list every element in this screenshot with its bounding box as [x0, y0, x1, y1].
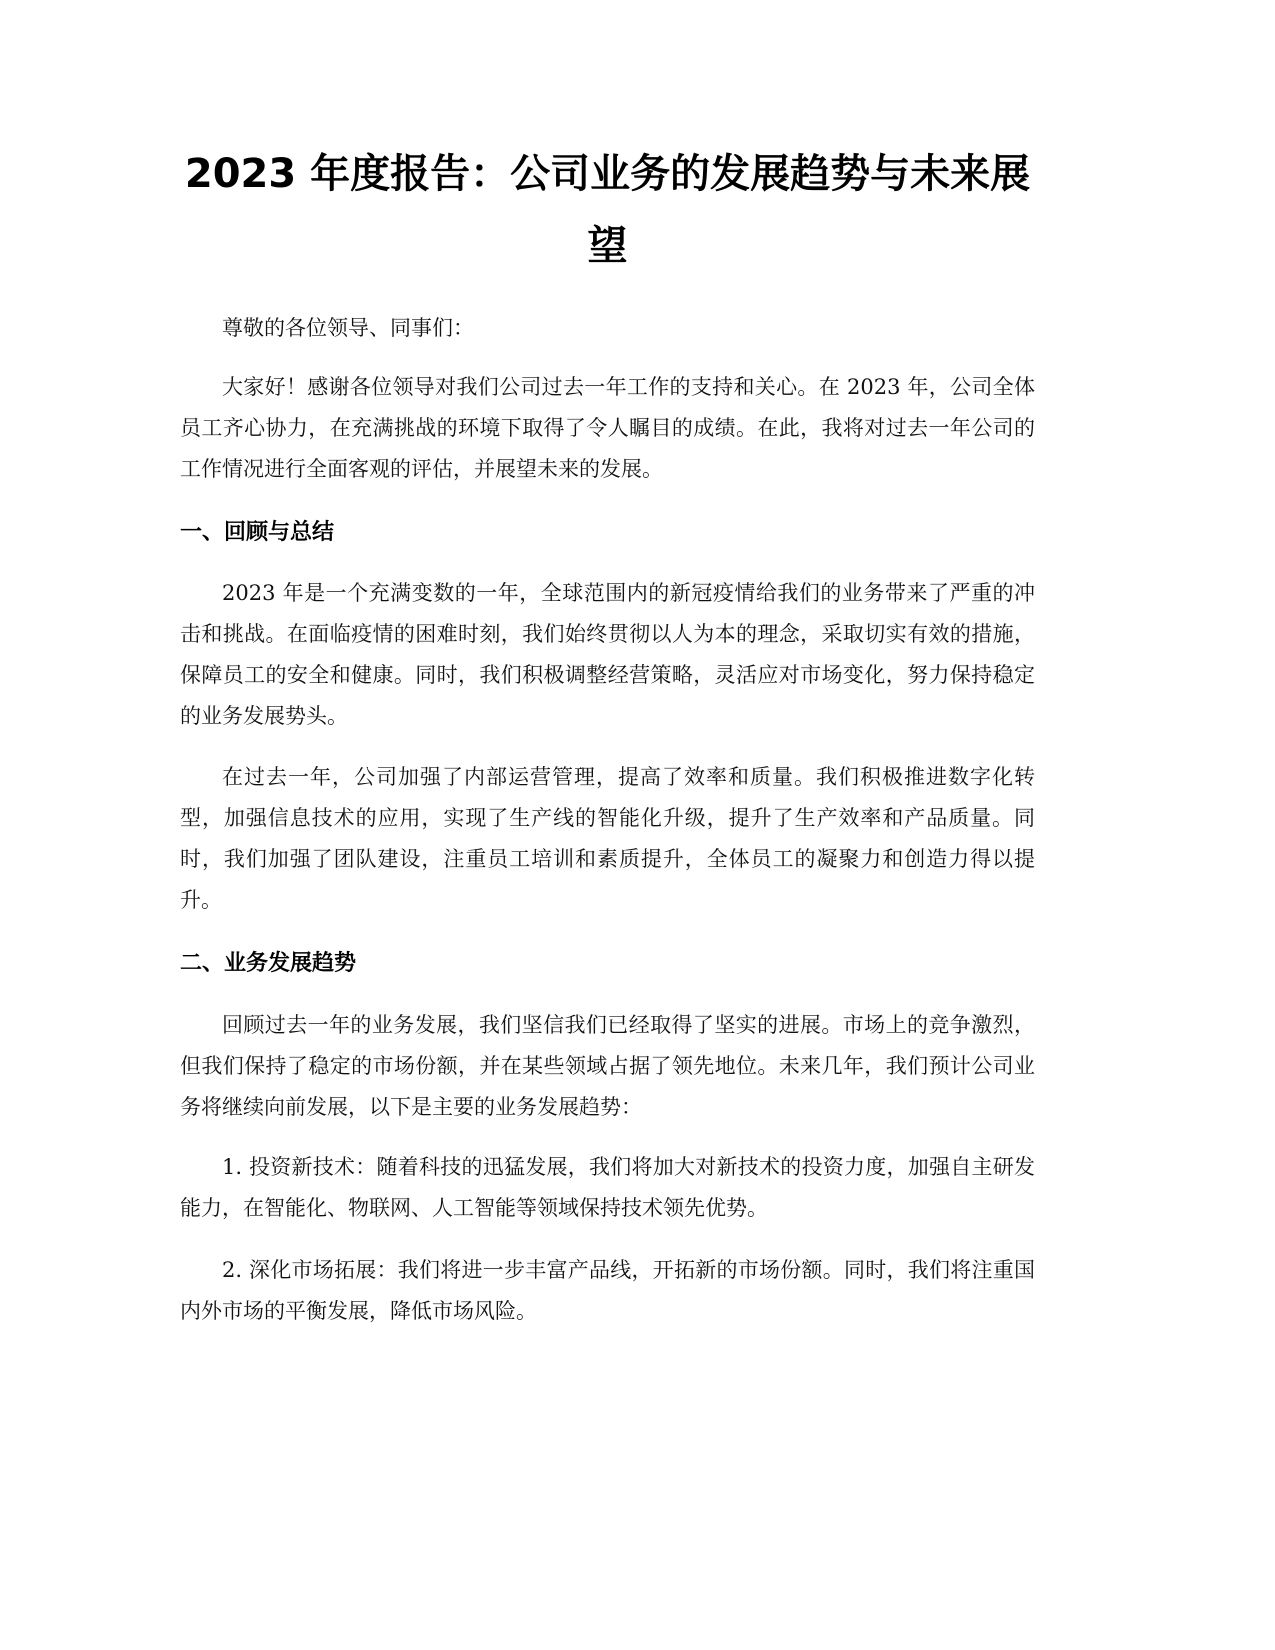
salutation: 尊敬的各位领导、同事们：: [222, 316, 474, 340]
section-heading-review: 一、回顾与总结: [180, 520, 335, 545]
document-title: 2023 年度报告：公司业务的发展趋势与未来展望: [184, 151, 1031, 269]
section-heading-trends: 二、业务发展趋势: [180, 951, 357, 976]
trend-item-1: 1. 投资新技术：随着科技的迅猛发展，我们将加大对新技术的投资力度，加强自主研发能力，在智能化、物联网、人工智能等领域保持技术领先优势。: [180, 1155, 1035, 1220]
intro-paragraph: 大家好！感谢各位领导对我们公司过去一年工作的支持和关心。在 2023 年，公司全体员工齐心协力，在充满挑战的环境下取得了令人瞩目的成绩。在此，我将对过去一年公司的工作情况进行全面客观的评估，并展望未来的发展。: [180, 375, 1035, 481]
trends-paragraph-intro: 回顾过去一年的业务发展，我们坚信我们已经取得了坚实的进展。市场上的竞争激烈，但我们保持了稳定的市场份额，并在某些领域占据了领先地位。未来几年，我们预计公司业务将继续向前发展，以下是主要的业务发展趋势：: [180, 1013, 1035, 1119]
trend-item-2: 2. 深化市场拓展：我们将进一步丰富产品线，开拓新的市场份额。同时，我们将注重国内外市场的平衡发展，降低市场风险。: [180, 1258, 1035, 1323]
review-paragraph-1: 2023 年是一个充满变数的一年，全球范围内的新冠疫情给我们的业务带来了严重的冲击和挑战。在面临疫情的困难时刻，我们始终贯彻以人为本的理念，采取切实有效的措施，保障员工的安全和健康。同时，我们积极调整经营策略，灵活应对市场变化，努力保持稳定的业务发展势头。: [180, 581, 1035, 728]
review-paragraph-2: 在过去一年，公司加强了内部运营管理，提高了效率和质量。我们积极推进数字化转型，加强信息技术的应用，实现了生产线的智能化升级，提升了生产效率和产品质量。同时，我们加强了团队建设，注重员工培训和素质提升，全体员工的凝聚力和创造力得以提升。: [180, 765, 1035, 912]
